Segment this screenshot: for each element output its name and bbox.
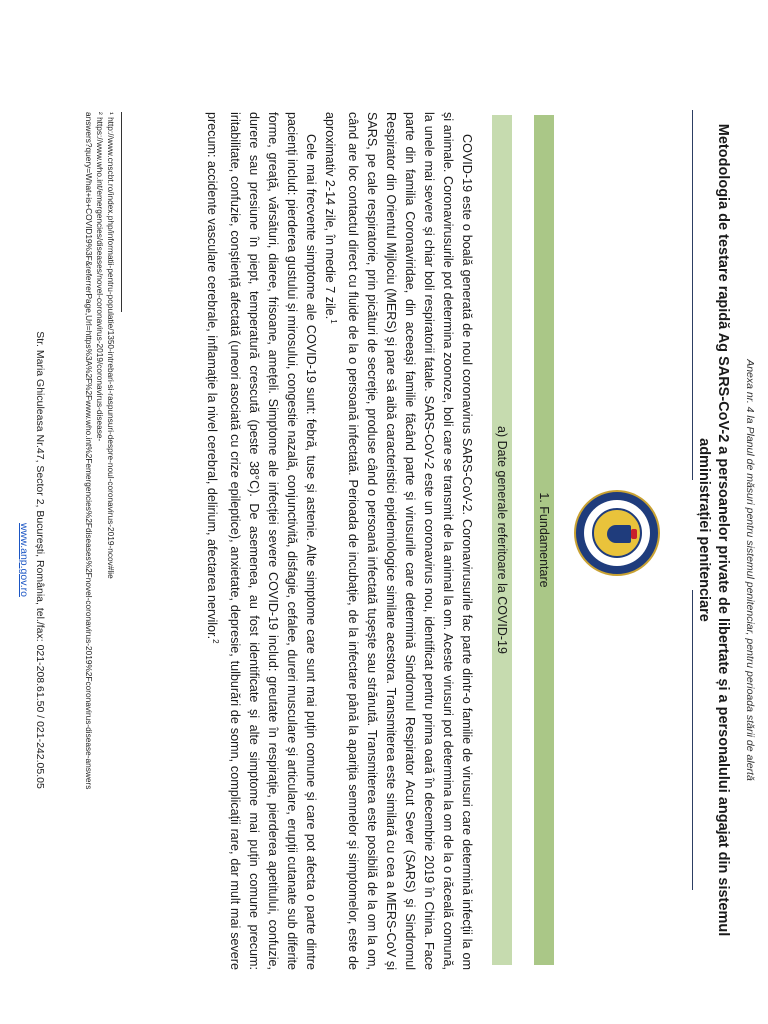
footnote-ref-1[interactable]: 1 (329, 319, 338, 324)
footnote-rule (121, 112, 122, 312)
footnotes (83, 112, 116, 972)
header-rule-left (692, 110, 693, 480)
annex-note: Anexa nr. 4 la Planul de măsuri pentru sistemul penitenciar, pentru perioada stării de alertă (744, 359, 756, 781)
footnote-1-link[interactable]: ¹ http://www.cnscbt.ro/index.php/informatii-pentru-populatie/1350-intrebari-si-raspunsuri-despre-noul-coronavirus-2019-ncov#lie (106, 112, 116, 579)
footnote-ref-2[interactable]: 2 (210, 639, 220, 644)
title-line-2: administrației penitenciare (696, 438, 712, 622)
document-title (694, 110, 732, 950)
header-rule-right (692, 590, 693, 890)
title-line-1: Metodologia de testare rapidă Ag SARS-CoV-2 a persoanelor private de libertate și a personalului angajat din sistemul (715, 123, 731, 937)
section-heading: 1. Fundamentare (534, 115, 554, 965)
footer-website-link[interactable]: www.anp.gov.ro (18, 523, 30, 597)
paragraph-symptoms: Cele mai frecvente simptome ale COVID-19 sunt: febră, tuse și astenie. Alte simptome care sunt mai puțin comune și care pot afecta o parte dintre pacienți includ: pierderea gustului și mirosului, congestie nazală, conjunctivită, disfagie, cefalee, dureri musculare și articulare, erupții cutanate sub diferite forme, greață, vărsături, diaree, frisoane, amețeli. Simptome ale infecției severe COVID-19 includ: greutate în respirație, pierderea apetitului, confuzie, durere sau presiune în piept, temperatură crescută (peste 38°C). De asemenea, au fost identificate și alte simptome mai puțin comune precum: iritabilitate, confuzie, conștiență afectată (uneori asociată cu crize epileptice), anxietate, depresie, tulburări de somn, complicații rare, dar mult mai severe precum: accidente vasculare cerebrale, inflamație la nivel cerebral, delirium, afectarea nervilor.$^2$ (204, 112, 318, 970)
institution-emblem-icon (574, 490, 660, 576)
subsection-heading: a) Date generale referitoare la COVID-19 (492, 115, 512, 965)
footnote-2-link-cont[interactable]: answers?query=What+is+COVID19%3F&referrerPage,Url=https%3A%2F%2Fwww.who.int%2Femergencies%2Fdiseases%2Fnovel-coronavirus-2019%2Fcoronavirus-disease-answers (84, 112, 94, 790)
body-text (202, 112, 476, 970)
footer-address: Str. Maria Ghiculeasa Nr.47, Sector 2, București, România, tel./fax: 021-208.61.50 / 021-242.05.05 (34, 331, 46, 789)
footnote-2-link[interactable]: ² https://www.who.int/emergencies/diseases/novel-coronavirus-2019/coronavirus-disease- (95, 112, 105, 442)
paragraph-covid-overview: COVID-19 este o boală generată de noul coronavirus SARS-CoV-2. Coronavirusurile fac parte dintr-o familie de virusuri care determină infecții la om și animale. Coronavirusurile pot determina zoonoze, boli care se transmit de la animal la om. Aceste virusuri pot determina la om de la o răceală comună, la unele mai severe și chiar boli respiratorii fatale. SARS-CoV-2 este un coronavirus nou, identificat pentru prima oară în decembrie 2019 în China. Face parte din familia Coronaviridae, din aceeași familie făcând parte și virusurile care determină Sindromul Respirator Acut Sever (SARS) și Sindromul Respirator din Orientul Mijlociu (MERS) și pare să aibă caracteristici epidemiologice similare acestora. Transmiterea este similară cu cea a MERS-CoV și SARS, pe cale respiratorie, prin picături de secreție, produse când o persoană infectată tușește sau strănută. Transmiterea este posibilă de la om la om, când are loc contactul direct cu fluide de la o persoană infectată. Perioada de incubație, de la infectare până la apariția semnelor și simptomelor, este de aproximativ 2-14 zile, în medie 7 zile.$^1$ (322, 112, 474, 970)
